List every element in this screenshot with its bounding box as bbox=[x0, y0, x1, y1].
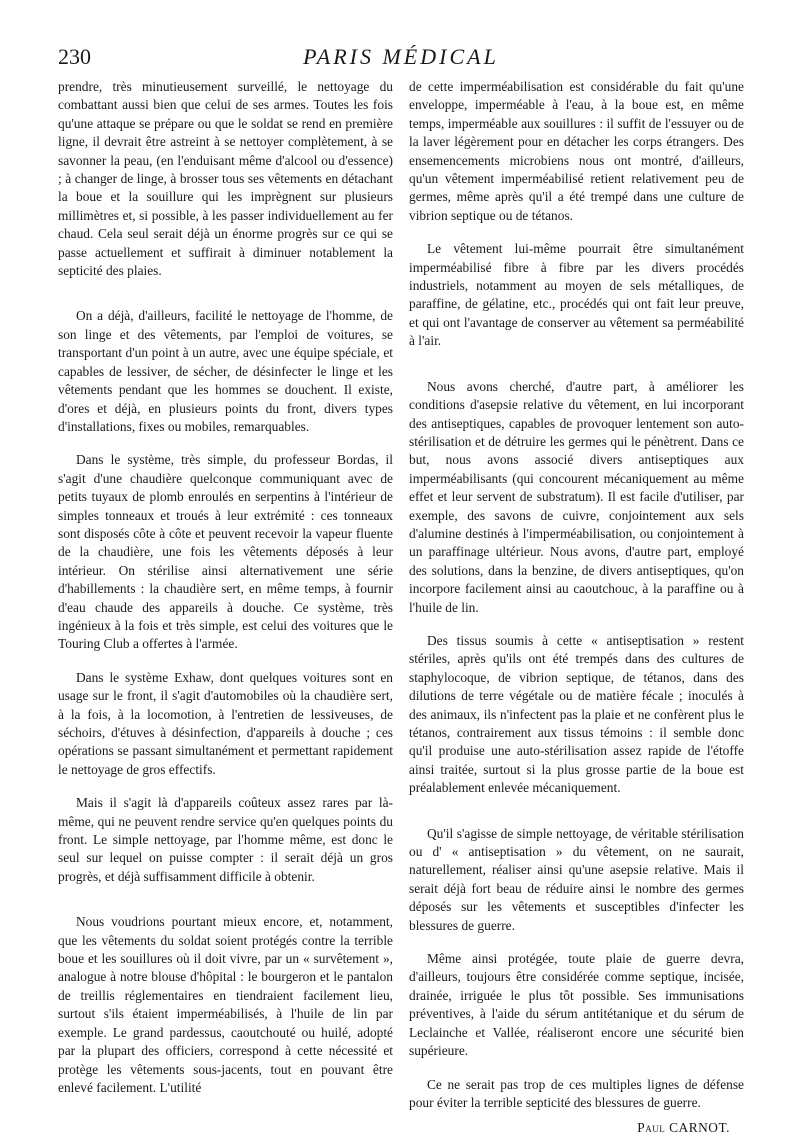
paragraph: Nous avons cherché, d'autre part, à améliorer les conditions d'asepsie relative du vêtement, en lui incorporant des antiseptiques, capables de provoquer lentement son auto-stérilisation et de détruire les germes qui le pénètrent. Dans ce but, nous avons associé divers antiseptiques aux imperméabilisants (qui concourent mécaniquement au même effet et leur servent de substratum). Il est facile d'utiliser, par exemple, des savons de cuivre, conjointement aux sels d'alumine destinés à l'imperméabilisation, ou conjointement à un paraffinage ultérieur. Nous avons, d'autre part, employé des solutions, dans la benzine, de divers antiseptiques, qu'on incorpore facilement ainsi au caoutchouc, à la paraffine ou à l'huile de lin. bbox=[409, 378, 744, 615]
paragraph: prendre, très minutieusement surveillé, le nettoyage du combattant aussi bien que celui de ses armes. Toutes les fois qu'une attaque se prépare ou que le soldat se rend en première ligne, il devrait être astreint à se nettoyer complètement, à se savonner la peau, (en l'enduisant même d'alcool ou d'essence) ; à changer de linge, à brosser tous ses vêtements en détachant la boue et la souillure qui les imprègnent sur plusieurs millimètres et, si possible, à les passer individuellement au fer chaud. Cela seul serait déjà un énorme progrès sur ce qui se passe actuellement et suffirait à diminuer notablement la septicité des plaies. bbox=[58, 79, 393, 279]
page-header bbox=[58, 44, 744, 74]
paragraph: Qu'il s'agisse de simple nettoyage, de véritable stérilisation ou d' « antiseptisation » du vêtement, on ne saurait, naturellement, réaliser ainsi qu'une asepsie relative. Mais il serait déjà fort beau de réduire ainsi le nombre des germes déposés sur les vêtements et susceptibles d'infecter les blessures de guerre. bbox=[409, 825, 744, 933]
page-number: 230 bbox=[58, 44, 91, 69]
paragraph: Le vêtement lui-même pourrait être simultanément imperméabilisé fibre à fibre par les divers procédés industriels, notamment au moyen de sels métalliques, de paraffine, de gélatine, etc., procédés qui ont fait leur preuve, et qui ont l'avantage de conserver au vêtement sa perméabilité à l'air. bbox=[409, 241, 744, 349]
right-column bbox=[409, 78, 744, 1136]
journal-title: PARIS MÉDICAL bbox=[303, 44, 499, 69]
paragraph: Des tissus soumis à cette « antiseptisation » restent stériles, après qu'ils ont été trempés dans des cultures de staphylocoque, de vibrion septique, de tétanos, dans des dilutions de terre végétale ou de matière fécale ; inoculés à des animaux, ils n'infectent pas la plaie et ne confèrent plus le tétanos, contrairement aux tissus témoins : il semble donc qu'il produise une auto-stérilisation assez rapide de l'étoffe ainsi traitée, surtout si la plus grosse partie de la boue est préalablement enlevée mécaniquement. bbox=[409, 632, 744, 796]
paragraph: Mais il s'agit là d'appareils coûteux assez rares par là-même, qui ne peuvent rendre service qu'en quelques points du front. Le simple nettoyage, par l'homme même, est donc le seul sur lequel on puisse compter : il serait déjà un gros progrès, et déjà suffisamment difficile à obtenir. bbox=[58, 795, 393, 884]
left-column bbox=[58, 78, 393, 1097]
paragraph: Nous voudrions pourtant mieux encore, et, notamment, que les vêtements du soldat soient protégés contre la terrible boue et les souillures où il doit vivre, par un « survêtement », analogue à notre blouse d'hôpital : le bourgeron et le pantalon de treillis réglementaires en tiendraient facilement lieu, surtout s'ils étaient imperméabilisés, à l'huile de lin par exemple. Le grand pardessus, caoutchouté ou huilé, adopté par la plupart des officiers, correspond à cette nécessité et protège les vêtements sous-jacents, tout en pouvant être enlevé facilement. L'utilité bbox=[58, 914, 393, 1095]
paragraph: Même ainsi protégée, toute plaie de guerre devra, d'ailleurs, toujours être considérée comme septique, incisée, drainée, irriguée le plus tôt possible. Ses immunisations préventives, à l'aide du sérum antitétanique et du sérum de Leclainche et Vallée, réaliseront encore une sécurité bien supérieure. bbox=[409, 951, 744, 1059]
paragraph: Dans le système, très simple, du professeur Bordas, il s'agit d'une chaudière quelconque communiquant avec de petits tuyaux de plomb enroulés en serpentins à l'intérieur de simples tonneaux et troués à leur extrémité : ces tonneaux sont disposés côte à côte et peuvent recevoir la vapeur fluente de la chaudière, une fois les vêtements déposés à leur intérieur. On stérilise ainsi alternativement une série d'habillements : la chaudière sert, en même temps, à fournir d'eau chaude des appareils à douche. Ce système, très ingénieux à la fois et très simple, est celui des voitures que le Touring Club a offertes à l'armée. bbox=[58, 452, 393, 652]
paragraph: de cette imperméabilisation est considérable du fait qu'une enveloppe, imperméable à l'eau, à la boue est, en même temps, imperméable aux souillures : il suffit de l'essuyer ou de la laver légèrement pour en détacher les corps étrangers. Des ensemencements microbiens nous ont montré, d'ailleurs, qu'un vêtement imperméabilisé retient relativement peu de germes, même après qu'il a été trempé dans une culture de vibrion septique ou de tétanos. bbox=[409, 79, 744, 223]
author-signature: Paul CARNOT. bbox=[637, 1120, 730, 1136]
paragraph: On a déjà, d'ailleurs, facilité le nettoyage de l'homme, de son linge et des vêtements, par l'emploi de voitures, se transportant d'un point à un autre, avec une équipe spéciale, et capables de lessiver, de sécher, de désinfecter le linge et les vêtements pendant que les hommes se douchent. Il existe, d'ores et déjà, en plusieurs points du front, divers types d'installations, fixes ou mobiles, remarquables. bbox=[58, 308, 393, 434]
paragraph: Ce ne serait pas trop de ces multiples lignes de défense pour éviter la terrible septicité des blessures de guerre. bbox=[409, 1076, 744, 1110]
paragraph: Dans le système Exhaw, dont quelques voitures sont en usage sur le front, il s'agit d'automobiles où la chaudière sert, à la fois, à la locomotion, à l'entretien de lessiveuses, de séchoirs, d'étuves à désinfection, d'appareils à douche ; ces opérations se passant simultanément et permettant rapidement le nettoyage de gros effectifs. bbox=[58, 669, 393, 777]
